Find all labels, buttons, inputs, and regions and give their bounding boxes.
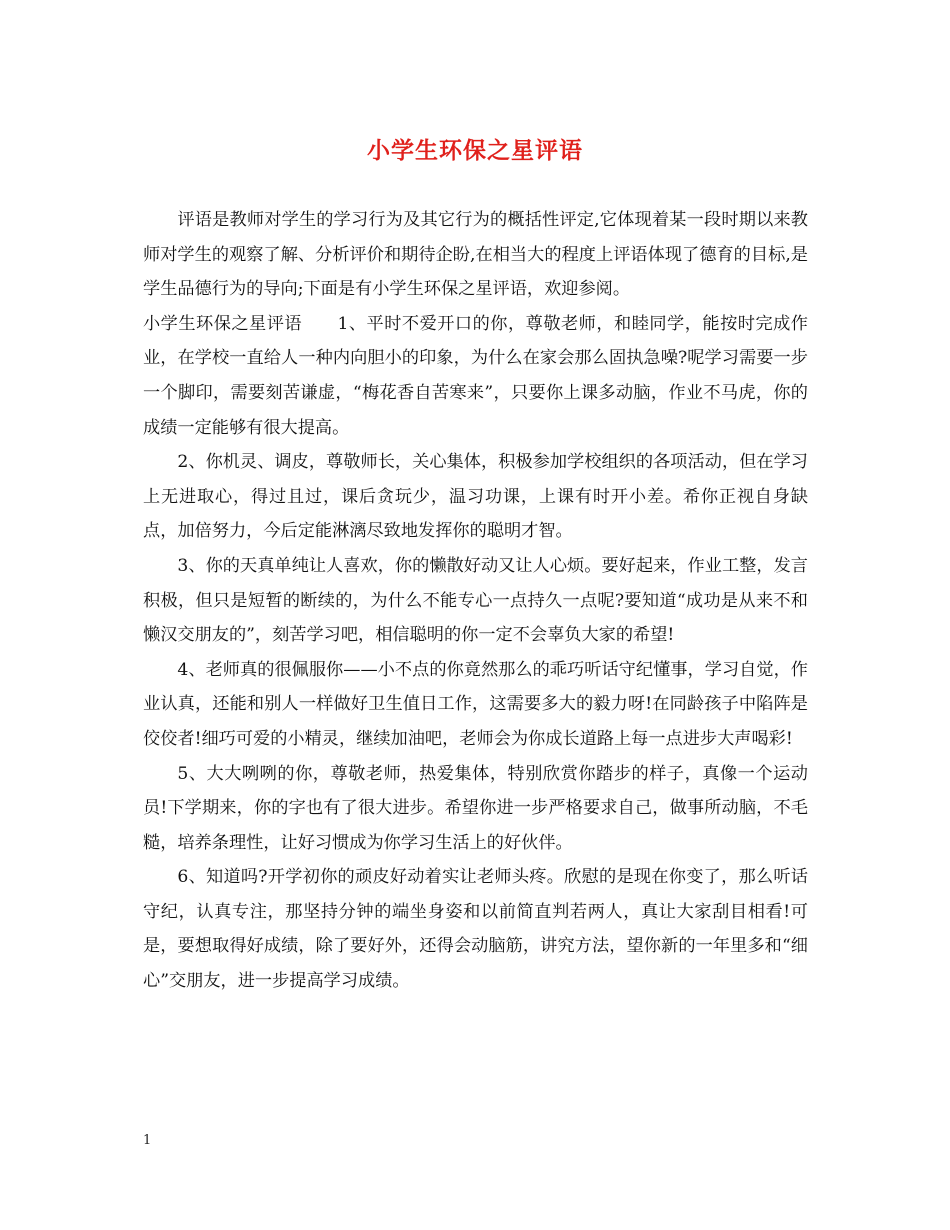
paragraph-comment-6: 6、知道吗?开学初你的顽皮好动着实让老师头疼。欣慰的是现在你变了，那么听话守纪，认真专注，那坚持分钟的端坐身姿和以前简直判若两人，真让大家刮目相看!可是，要想取得好成绩，除了要好外，还得会动脑筋，讲究方法，望你新的一年里多和“细心”交朋友，进一步提高学习成绩。	[143, 867, 808, 992]
document-title: 小学生环保之星评语	[367, 138, 583, 164]
document-body	[143, 203, 808, 999]
paragraph-comment-4: 4、老师真的很佩服你——小不点的你竟然那么的乖巧听话守纪懂事，学习自觉，作业认真，还能和别人一样做好卫生值日工作，这需要多大的毅力呀!在同龄孩子中陷阵是佼佼者!细巧可爱的小精灵，继续加油吧，老师会为你成长道路上每一点进步大声喝彩!	[143, 659, 808, 749]
paragraph-comment-3: 3、你的天真单纯让人喜欢，你的懒散好动又让人心烦。要好起来，作业工整，发言积极，但只是短暂的断续的，为什么不能专心一点持久一点呢?要知道“成功是从来不和懒汉交朋友的”，刻苦学习吧，相信聪明的你一定不会辜负大家的希望!	[143, 555, 808, 646]
paragraph-comment-2: 2、你机灵、调皮，尊敬师长，关心集体，积极参加学校组织的各项活动，但在学习上无进取心，得过且过，课后贪玩少，温习功课，上课有时开小差。希你正视自身缺点，加倍努力，今后定能淋漓尽致地发挥你的聪明才智。	[143, 452, 808, 542]
paragraph-comment-1: 小学生环保之星评语 1、平时不爱开口的你，尊敬老师，和睦同学，能按时完成作业，在学校一直给人一种内向胆小的印象，为什么在家会那么固执急噪?呢学习需要一步一个脚印，需要刻苦谦虚，“梅花香自苦寒来”，只要你上课多动脑，作业不马虎，你的成绩一定能够有很大提高。	[143, 313, 808, 438]
paragraph-intro: 评语是教师对学生的学习行为及其它行为的概括性评定,它体现着某一段时期以来教师对学生的观察了解、分析评价和期待企盼,在相当大的程度上评语体现了德育的目标,是学生品德行为的导向;下面是有小学生环保之星评语，欢迎参阅。	[143, 210, 808, 300]
page-number: 1	[143, 1133, 152, 1148]
paragraph-comment-5: 5、大大咧咧的你，尊敬老师，热爱集体，特别欣赏你踏步的样子，真像一个运动员!下学期来，你的字也有了很大进步。希望你进一步严格要求自己，做事所动脑，不毛糙，培养条理性，让好习惯成为你学习生活上的好伙伴。	[143, 763, 808, 853]
